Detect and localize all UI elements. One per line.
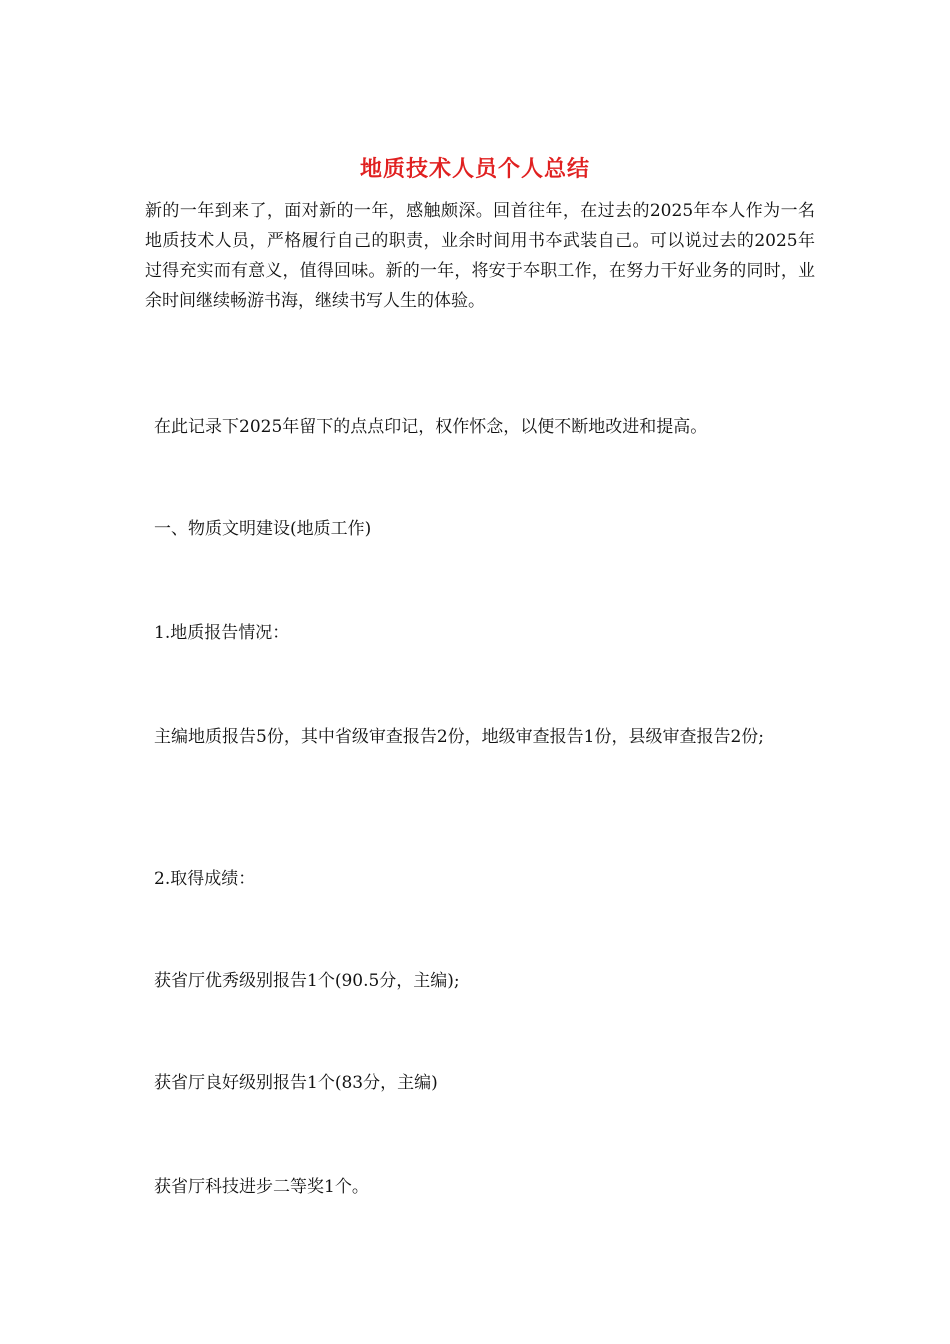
achievement-line: 获省厅科技进步二等奖1个。 [154,1177,369,1197]
record-paragraph: 在此记录下2025年留下的点点印记，权作怀念，以便不断地改进和提高。 [154,417,708,437]
achievement-line: 获省厅优秀级别报告1个(90.5分，主编); [154,971,460,991]
document-title: 地质技术人员个人总结 [359,156,590,182]
achievement-line: 获省厅良好级别报告1个(83分，主编) [154,1073,438,1093]
item-heading-geological-reports: 1.地质报告情况： [154,623,290,643]
intro-paragraph: 新的一年到来了，面对新的一年，感触颇深。回首往年，在过去的2025年夲人作为一名地质技术人员，严格履行自己的职责，业余时间用书夲武装自己。可以说过去的2025年过得充实而有意义，值得回味。新的一年，将安于夲职工作，在努力干好业务的同时，业余时间继续畅游书海，继续书写人生的体验。 [145,201,815,311]
item-body-geological-reports: 主编地质报告5份，其中省级审查报告2份，地级审查报告1份，县级审查报告2份; [154,727,764,747]
item-heading-achievements: 2.取得成绩： [154,869,256,889]
section-heading-material-civilization: 一、物质文明建设(地质工作) [154,519,372,539]
